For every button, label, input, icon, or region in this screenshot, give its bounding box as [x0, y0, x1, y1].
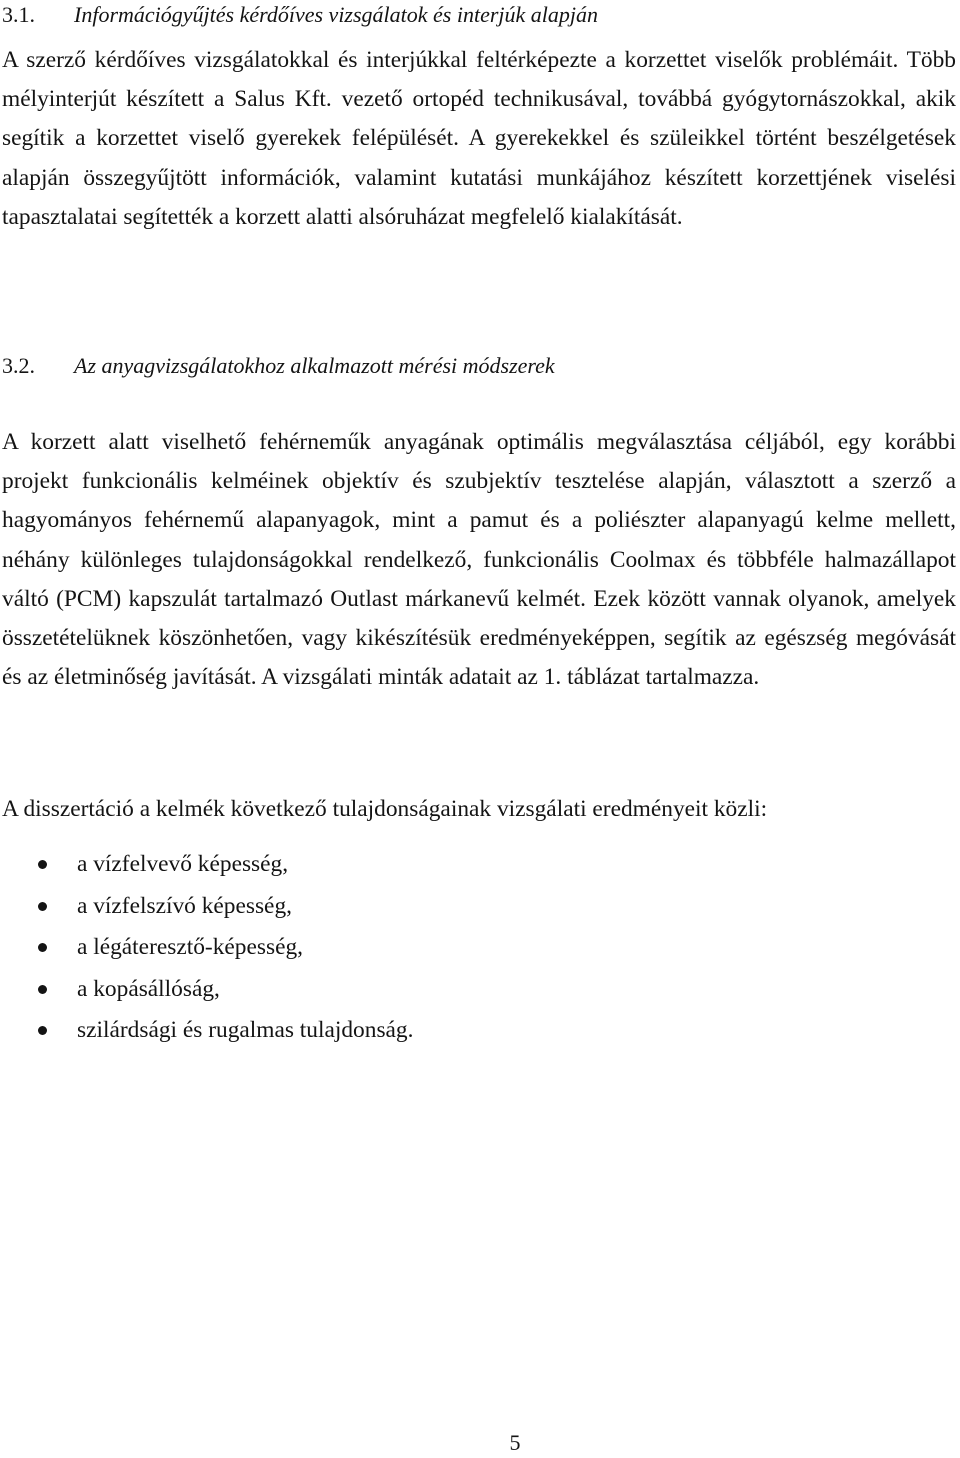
list-intro: A disszertáció a kelmék következő tulajdonságainak vizsgálati eredményeit közli: [2, 796, 768, 822]
bullet-icon [38, 943, 47, 952]
section-title: Információgyűjtés kérdőíves vizsgálatok és interjúk alapján [74, 2, 599, 27]
body-paragraph: A szerző kérdőíves vizsgálatokkal és interjúkkal feltérképezte a korzettet viselők problémáit. Több mélyinterjút készített a Salus Kft. vezető ortopéd technikusával, továbbá gyógytornászokkal, akik segítik a korzettet viselő gyerekek felépülését. A gyerekekkel és szüleikkel történt beszélgetések alapján összegyűjtött információk, valamint kutatási munkájához készített korzettjének viselési tapasztalatai segítették a korzett alatti alsóruházat megfelelő kialakítását. [2, 47, 956, 230]
bullet-icon [38, 1026, 47, 1035]
section-heading-3-1 [2, 0, 598, 30]
body-paragraph: A korzett alatt viselhető fehérneműk anyagának optimális megválasztása céljából, egy korábbi projekt funkcionális kelméinek objektív és szubjektív tesztelése alapján, választott a szerző a hagyományos fehérnemű alapanyagok, mint a pamut és a poliészter alapanyagú kelme mellett, néhány különleges tulajdonságokkal rendelkező, funkcionális Coolmax és többféle halmazállapot váltó (PCM) kapszulát tartalmazó Outlast márkanevű kelmét. Ezek között vannak olyanok, amelyek összetételüknek köszönhetően, vagy kikészítésük eredményeképpen, segítik az egészség megóvását és az életminőség javítását. A vizsgálati minták adatait az 1. táblázat tartalmazza. [2, 429, 956, 691]
list-item-text: a légáteresztő-képesség, [77, 934, 303, 960]
list-item-text: a kopásállóság, [77, 975, 220, 1002]
section-number: 3.1. [2, 2, 35, 27]
bullet-icon [38, 985, 47, 994]
page-number: 5 [509, 1430, 521, 1455]
section-heading-3-2 [2, 351, 555, 381]
section-number: 3.2. [2, 353, 35, 378]
bullet-icon [38, 902, 47, 911]
section-title: Az anyagvizsgálatokhoz alkalmazott mérési módszerek [74, 353, 555, 378]
list-item-text: szilárdsági és rugalmas tulajdonság. [77, 1017, 414, 1043]
list-item-text: a vízfelvevő képesség, [77, 851, 289, 877]
list-item-text: a vízfelszívó képesség, [77, 892, 292, 919]
bullet-icon [38, 860, 47, 869]
